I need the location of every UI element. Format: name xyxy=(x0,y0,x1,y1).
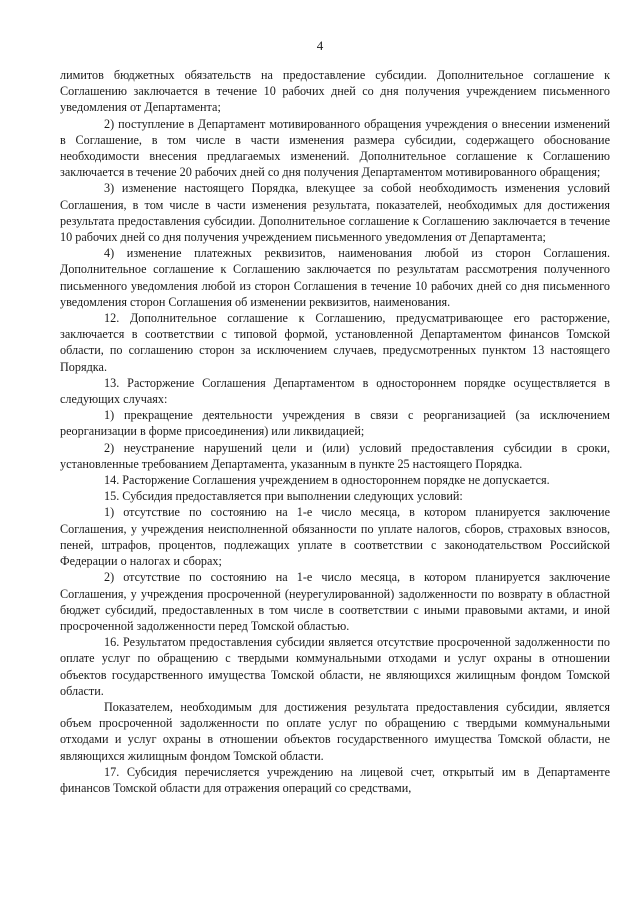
paragraph-clause-15-item-1: 1) отсутствие по состоянию на 1-е число месяца, в котором планируется заключение Соглашения, у учреждения неисполненной обязанности по уплате налогов, сборов, страховых взносов, пеней, штрафов, процентов, подлежащих уплате в соответствии с законодательством Российской Федерации о налогах и сборах; xyxy=(60,505,610,569)
page-number: 4 xyxy=(316,38,324,53)
paragraph-item-2: 2) поступление в Департамент мотивированного обращения учреждения о внесении изменений в Соглашение, в том числе в части изменения размера субсидии, содержащего обоснование необходимости внесения предлагаемых изменений. Дополнительное соглашение к Соглашению заключается в течение 20 рабочих дней со дня получения Департаментом мотивированного обращения; xyxy=(60,116,610,180)
paragraph-clause-13-item-2: 2) неустранение нарушений цели и (или) условий предоставления субсидии в сроки, установленные требованием Департамента, указанным в пункте 25 настоящего Порядка. xyxy=(60,440,610,471)
paragraph-clause-15: 15. Субсидия предоставляется при выполнении следующих условий: xyxy=(104,489,463,504)
paragraph-continuation: лимитов бюджетных обязательств на предоставление субсидии. Дополнительное соглашение к Соглашению заключается в течение 10 рабочих дней со дня получения учреждением письменного уведомления от Департамента; xyxy=(60,68,610,115)
paragraph-clause-12: 12. Дополнительное соглашение к Соглашению, предусматривающее его расторжение, заключается в соответствии с типовой формой, установленной Департаментом финансов Томской области, по соглашению сторон за исключением случаев, предусмотренных пунктом 13 настоящего Порядка. xyxy=(60,311,610,374)
paragraph-item-4: 4) изменение платежных реквизитов, наименования любой из сторон Соглашения. Дополнительное соглашение к Соглашению заключается по результатам рассмотрения полученного письменного уведомления любой из сторон Соглашения в течение 10 рабочих дней со дня письменного уведомления сторон Соглашения об изменении реквизитов, наименования. xyxy=(60,246,610,309)
paragraph-clause-14: 14. Расторжение Соглашения учреждением в одностороннем порядке не допускается. xyxy=(104,473,550,488)
paragraph-clause-16: 16. Результатом предоставления субсидии является отсутствие просроченной задолженности по оплате услуг по обращению с твердыми коммунальными отходами и услуг охраны в отношении объектов государственного имущества Томской области, не являющихся жилищным фондом Томской области. xyxy=(60,635,610,698)
document-body xyxy=(60,67,610,796)
paragraph-clause-13: 13. Расторжение Соглашения Департаментом в одностороннем порядке осуществляется в следующих случаях: xyxy=(60,375,610,407)
paragraph-indicator: Показателем, необходимым для достижения результата предоставления субсидии, является объем просроченной задолженности по оплате услуг по обращению с твердыми коммунальными отходами и услуг охраны в отношении объектов государственного имущества Томской области, не являющихся жилищным фондом Томской области. xyxy=(60,699,610,763)
paragraph-clause-17: 17. Субсидия перечисляется учреждению на лицевой счет, открытый им в Департаменте финансов Томской области для отражения операций со средствами, xyxy=(60,764,610,795)
paragraph-item-3: 3) изменение настоящего Порядка, влекущее за собой необходимость изменения условий Соглашения, в том числе в части изменения результата, показателей, необходимых для достижения результата предоставления субсидии. Дополнительное соглашение к Соглашению заключается в течение 10 рабочих дней со дня получения учреждением письменного уведомления от Департамента; xyxy=(60,181,610,245)
paragraph-clause-15-item-2: 2) отсутствие по состоянию на 1-е число месяца, в котором планируется заключение Соглашения, у учреждения просроченной (неурегулированной) задолженности по возврату в областной бюджет субсидий, предоставленных в том числе в соответствии с иными правовыми актами, и иной просроченной задолженности перед Томской областью. xyxy=(60,570,610,633)
paragraph-clause-13-item-1: 1) прекращение деятельности учреждения в связи с реорганизацией (за исключением реорганизации в форме присоединения) или ликвидацией; xyxy=(60,408,610,439)
